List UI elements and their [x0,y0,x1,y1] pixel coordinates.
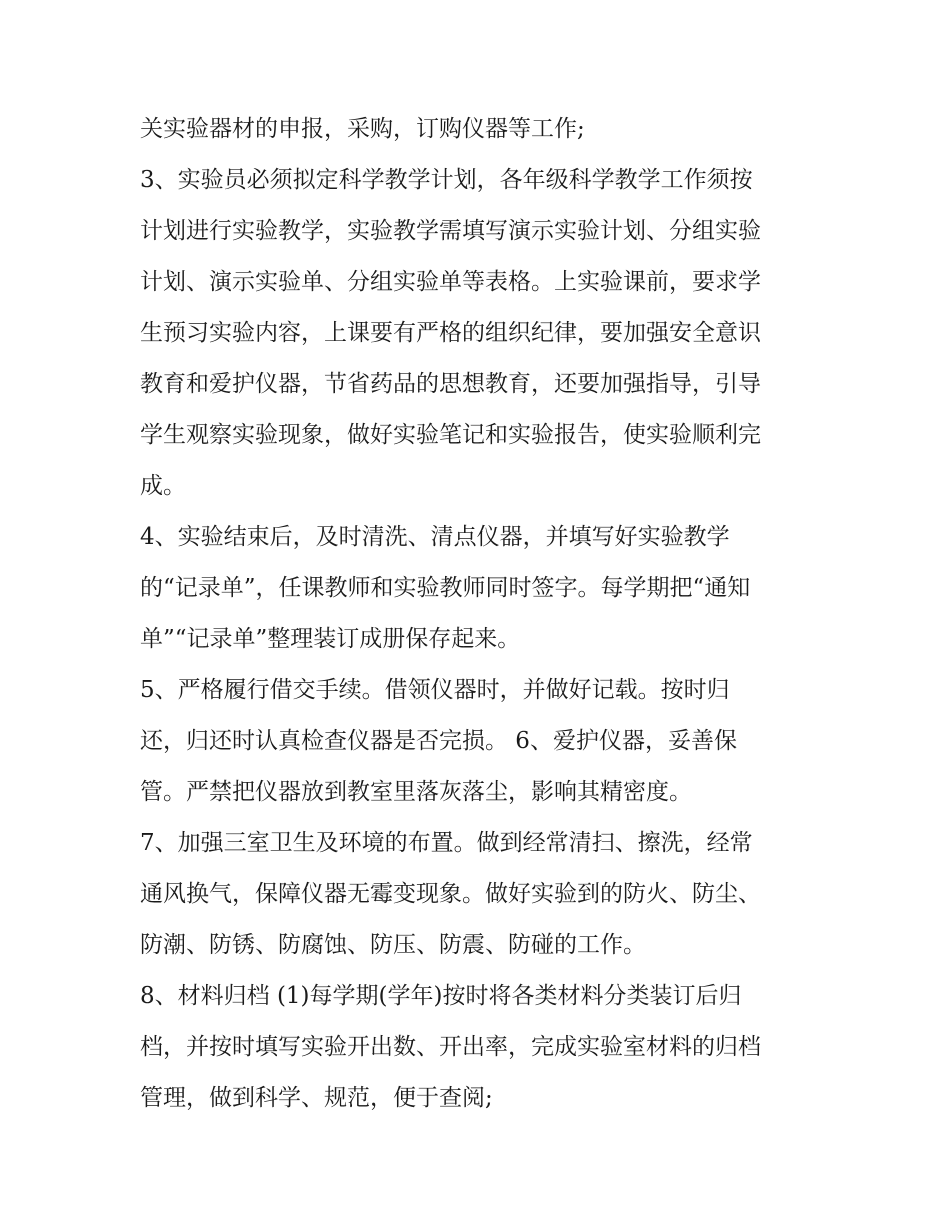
text-line: 4、实验结束后，及时清洗、清点仪器，并填写好实验教学 [140,524,730,550]
text-line: 计划、演示实验单、分组实验单等表格。上实验课前，要求学 [140,269,761,295]
text-line: 防潮、防锈、防腐蚀、防压、防震、防碰的工作。 [140,932,646,958]
text-line: 7、加强三室卫生及环境的布置。做到经常清扫、擦洗，经常 [140,830,753,856]
text-line: 管。严禁把仪器放到教室里落灰落尘，影响其精密度。 [140,779,692,805]
text-line: 教育和爱护仪器，节省药品的思想教育，还要加强指导，引导 [140,371,761,397]
text-line: 单”“记录单”整理装订成册保存起来。 [140,626,521,652]
text-line: 3、实验员必须拟定科学教学计划，各年级科学教学工作须按 [140,167,753,193]
text-line: 的“记录单”，任课教师和实验教师同时签字。每学期把“通知 [140,575,751,601]
document-body [140,104,830,1124]
text-line: 还，归还时认真检查仪器是否完损。 6、爱护仪器，妥善保 [140,728,737,754]
text-line: 5、严格履行借交手续。借领仪器时，并做好记载。按时归 [140,677,730,703]
text-line: 管理，做到科学、规范，便于查阅; [140,1085,493,1111]
text-line: 关实验器材的申报，采购，订购仪器等工作; [140,116,585,142]
text-line: 学生观察实验现象，做好实验笔记和实验报告，使实验顺利完 [140,422,761,448]
text-line: 档，并按时填写实验开出数、开出率，完成实验室材料的归档 [140,1034,761,1060]
text-line: 成。 [140,473,186,499]
text-line: 计划进行实验教学，实验教学需填写演示实验计划、分组实验 [140,218,761,244]
text-line: 8、材料归档 (1)每学期(学年)按时将各类材料分类装订后归 [140,983,742,1009]
text-line: 通风换气，保障仪器无霉变现象。做好实验到的防火、防尘、 [140,881,761,907]
text-line: 生预习实验内容，上课要有严格的组织纪律，要加强安全意识 [140,320,761,346]
